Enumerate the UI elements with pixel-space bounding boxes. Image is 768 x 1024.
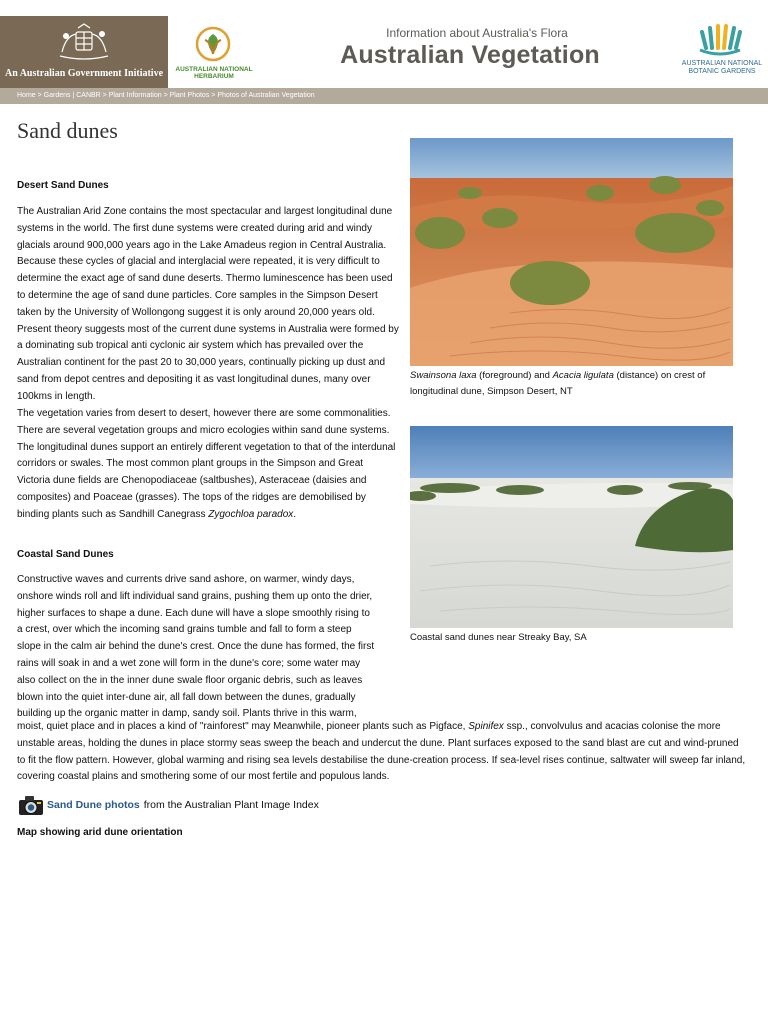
- figure-desert-dune: [410, 138, 733, 400]
- coastal-line: building up the organic matter in damp, sandy soil. Plants thrive in this warm,: [17, 708, 357, 720]
- breadcrumb-separator: >: [209, 92, 218, 99]
- site-tagline: Information about Australia's Flora: [386, 26, 568, 40]
- photo-index-link-row: [17, 794, 319, 816]
- coastal-line: onshore winds roll and lift individual sand grains, pushing them up onto the drier,: [17, 590, 373, 602]
- site-title: Australian Vegetation: [340, 41, 600, 69]
- figure-coastal-dune: [410, 426, 733, 646]
- desert-paragraph-2-end: .: [293, 508, 297, 520]
- desert-paragraph-2: [17, 406, 399, 524]
- map-heading: Map showing arid dune orientation: [17, 827, 183, 838]
- coastal-line: Constructive waves and currents drive sand ashore, on warmer, windy days,: [17, 574, 355, 585]
- breadcrumb-separator: >: [161, 92, 170, 99]
- sand-dune-photos-link[interactable]: Sand Dune photos: [47, 799, 140, 811]
- gov-initiative-label: An Australian Government Initiative: [4, 68, 164, 79]
- site-header: [0, 0, 768, 88]
- camera-icon[interactable]: [17, 794, 45, 816]
- anh-label-line1: AUSTRALIAN NATIONAL: [175, 66, 253, 73]
- breadcrumb-plant-information[interactable]: Plant Information: [108, 92, 162, 99]
- desert-paragraph-1: The Australian Arid Zone contains the most spectacular and largest longitudinal dune systems in the world. The first dune systems were created during arid and windy glacials around 900,000 years ago in the Lake Amadeus region in Central Australia. Because these cycles of glacial and interglacial were repeated, it is very difficult to determine the exact age of sand dune deserts. Thermo luminescence has been used to determine the age of sand dune particles. Core samples in the Simpson Desert taken by the University of Wollongong suggest it is only around 20,000 years old. Present theory suggests most of the current dune systems in Australia were formed by a dominating sub tropical anti cyclonic air system which has prevailed over the Australian continent for the past 20 to 30,000 years, continually picking up dust and sand from depot centres and depositing it as vast longitudinal dunes, many over 100kms in length.: [17, 206, 399, 402]
- coat-of-arms-icon: [52, 22, 116, 62]
- coastal-line: a crest, over which the incoming sand grains tumble and fall to form a steep: [17, 624, 352, 636]
- coastal-paragraph-continued: [17, 719, 747, 786]
- anbg-logo[interactable]: [676, 22, 768, 82]
- coastal-text: moist, quiet place and in places a kind of "rainforest" may Meanwhile, pioneer plants such as Pigface,: [17, 721, 469, 732]
- coastal-dune-photo[interactable]: [410, 426, 733, 628]
- figure-coastal-caption: Coastal sand dunes near Streaky Bay, SA: [410, 632, 587, 643]
- breadcrumb-separator: >: [35, 92, 44, 99]
- coastal-line: also collect on the in the inner dune swale floor organic debris, such as leaves: [17, 674, 363, 686]
- coastal-line: blown into the quiet inter-dune air, all fall down between the dunes, gradually: [17, 691, 356, 703]
- species-name: Spinifex: [468, 721, 504, 732]
- photo-link-description: from the Australian Plant Image Index: [143, 799, 319, 811]
- figure-desert-caption: [410, 368, 733, 400]
- desert-dune-photo[interactable]: [410, 138, 733, 366]
- species-name: Swainsona laxa: [410, 370, 477, 381]
- breadcrumb-gardens[interactable]: Gardens | CANBR: [43, 92, 101, 99]
- anh-logo[interactable]: [172, 26, 256, 84]
- species-name: Acacia ligulata: [552, 370, 614, 381]
- anbg-label-line2: BOTANIC GARDENS: [688, 68, 756, 75]
- desert-heading: Desert Sand Dunes: [17, 180, 109, 191]
- breadcrumb-home[interactable]: Home: [17, 92, 36, 99]
- caption-text: (foreground) and: [476, 370, 553, 381]
- botanic-gardens-logo-icon: [696, 22, 744, 58]
- species-name: Zygochloa paradox: [208, 508, 294, 520]
- coastal-text: ssp., convolvulus and acacias colonise the more unstable areas, holding the dunes in place stormy seas sweep the beach and undercut the dune. Plant surfaces exposed to the sand blast are cut and wind-pruned to fit the flow pattern. However, global warming and rising sea levels destabilise the dune-creation process. If sea-level rises continue, saltwater will sweep far inland, covering coastal plains and smothering some of our most fertile and populous lands.: [17, 721, 746, 783]
- page-title: Sand dunes: [17, 118, 118, 143]
- breadcrumb-plant-photos[interactable]: Plant Photos: [169, 92, 210, 99]
- breadcrumb-separator: >: [100, 92, 109, 99]
- desert-paragraph-2-text: The vegetation varies from desert to desert, however there are some commonalities. There are several vegetation groups and micro ecologies within sand dune systems. The longitudinal dunes support an entirely different vegetation to that of the interdunal corridors or swales. The most common plant groups in the Simpson and Great Victoria dune fields are Chenopodiaceae (saltbushes), Asteraceae (daisies and composites) and Poaceae (grasses). The tops of the ridges are demobilised by binding plants such as Sandhill Canegrass: [17, 408, 396, 520]
- gov-initiative-banner[interactable]: [0, 16, 168, 88]
- anbg-label: [676, 60, 768, 76]
- anbg-label-line1: AUSTRALIAN NATIONAL: [681, 60, 763, 67]
- site-titles[interactable]: [330, 26, 610, 70]
- caption-text: (distance) on crest of longitudinal dune, Simpson Desert, NT: [410, 370, 706, 397]
- breadcrumb-current[interactable]: Photos of Australian Vegetation: [217, 92, 315, 99]
- anh-label-line2: HERBARIUM: [194, 73, 234, 80]
- herbarium-leaf-icon: [195, 26, 231, 62]
- breadcrumb: [0, 88, 768, 104]
- coastal-paragraph: [17, 572, 407, 723]
- coastal-line: higher surfaces to shape a dune. Each dune will have a slope smoothly rising to: [17, 607, 370, 619]
- coastal-line: slope in the calm air behind the dune's crest. Once the dune has formed, the first: [17, 641, 375, 653]
- coastal-heading: Coastal Sand Dunes: [17, 549, 114, 560]
- anh-label: [172, 66, 256, 80]
- coastal-line: rains will soak in and a wet zone will form in the dune's core; some water may: [17, 657, 361, 669]
